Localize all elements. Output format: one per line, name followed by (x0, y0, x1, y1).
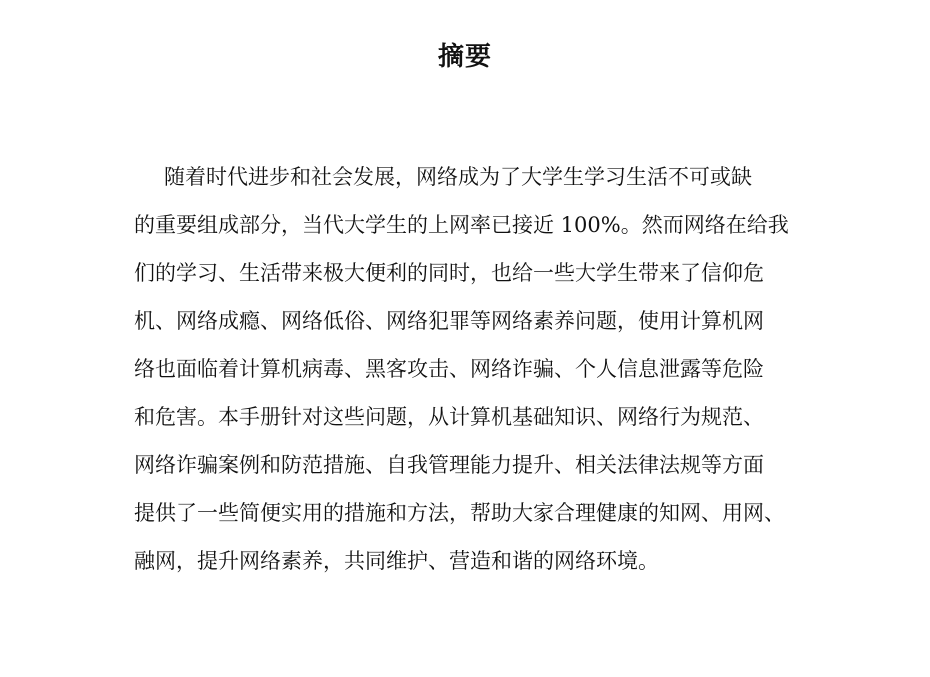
abstract-line: 提供了一些简便实用的措施和方法，帮助大家合理健康的知网、用网、 (134, 501, 785, 525)
page-title: 摘要 (437, 42, 492, 72)
abstract-line: 融网，提升网络素养，共同维护、营造和谐的网络环境。 (134, 549, 659, 573)
abstract-line: 机、网络成瘾、网络低俗、网络犯罪等网络素养问题，使用计算机网 (134, 309, 764, 333)
abstract-line: 随着时代进步和社会发展，网络成为了大学生学习生活不可或缺 (164, 165, 752, 189)
abstract-body (134, 153, 814, 585)
abstract-line: 络也面临着计算机病毒、黑客攻击、网络诈骗、个人信息泄露等危险 (134, 357, 764, 381)
abstract-line: 的重要组成部分，当代大学生的上网率已接近 100%。然而网络在给我 (134, 213, 789, 237)
abstract-line: 们的学习、生活带来极大便利的同时，也给一些大学生带来了信仰危 (134, 261, 764, 285)
abstract-line: 网络诈骗案例和防范措施、自我管理能力提升、相关法律法规等方面 (134, 453, 764, 477)
abstract-line: 和危害。本手册针对这些问题，从计算机基础知识、网络行为规范、 (134, 405, 764, 429)
